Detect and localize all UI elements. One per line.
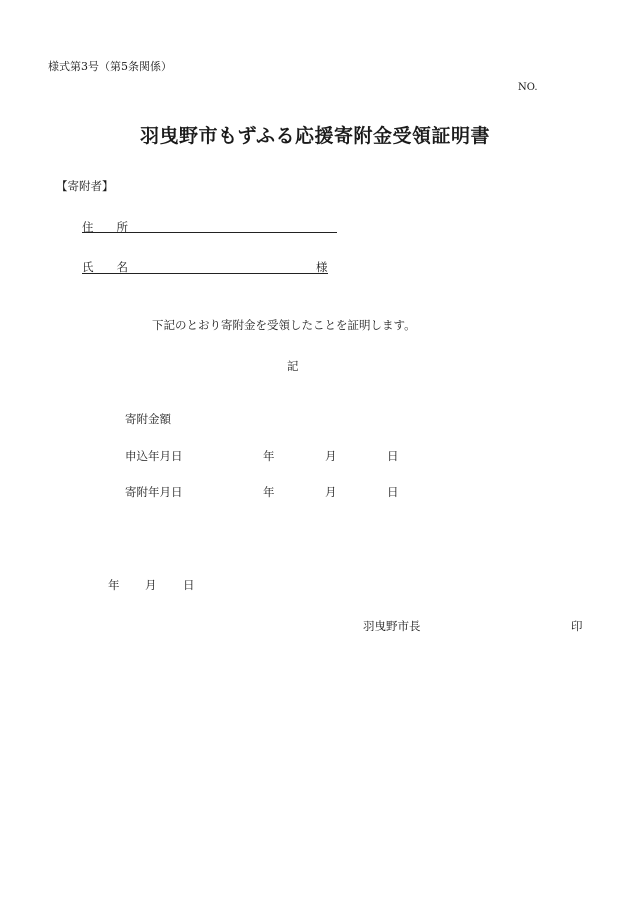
name-label: 氏 名 xyxy=(82,260,128,274)
honorific-sama: 様 xyxy=(316,260,328,274)
address-label: 住 所 xyxy=(82,220,128,234)
application-date-label: 申込年月日 xyxy=(125,449,183,463)
donation-year-unit: 年 xyxy=(263,485,275,499)
donation-day-unit: 日 xyxy=(387,485,399,499)
issue-month-unit: 月 xyxy=(145,578,157,592)
application-month-unit: 月 xyxy=(325,449,337,463)
form-number-label: 様式第3号（第5条関係） xyxy=(48,60,172,73)
ki-heading: 記 xyxy=(287,359,299,373)
donor-section-label: 【寄附者】 xyxy=(56,179,114,193)
donation-amount-label: 寄附金額 xyxy=(125,412,171,426)
donation-month-unit: 月 xyxy=(325,485,337,499)
application-day-unit: 日 xyxy=(387,449,399,463)
seal-mark: 印 xyxy=(571,619,583,633)
issue-year-unit: 年 xyxy=(108,578,120,592)
name-field-line xyxy=(82,273,328,274)
serial-number-label: NO. xyxy=(518,82,538,93)
mayor-title: 羽曳野市長 xyxy=(363,619,421,633)
certification-statement: 下記のとおり寄附金を受領したことを証明します。 xyxy=(152,318,416,332)
donation-date-label: 寄附年月日 xyxy=(125,485,183,499)
address-field-line xyxy=(82,232,337,233)
application-year-unit: 年 xyxy=(263,449,275,463)
document-title: 羽曳野市もずふる応援寄附金受領証明書 xyxy=(139,125,491,147)
issue-day-unit: 日 xyxy=(183,578,195,592)
